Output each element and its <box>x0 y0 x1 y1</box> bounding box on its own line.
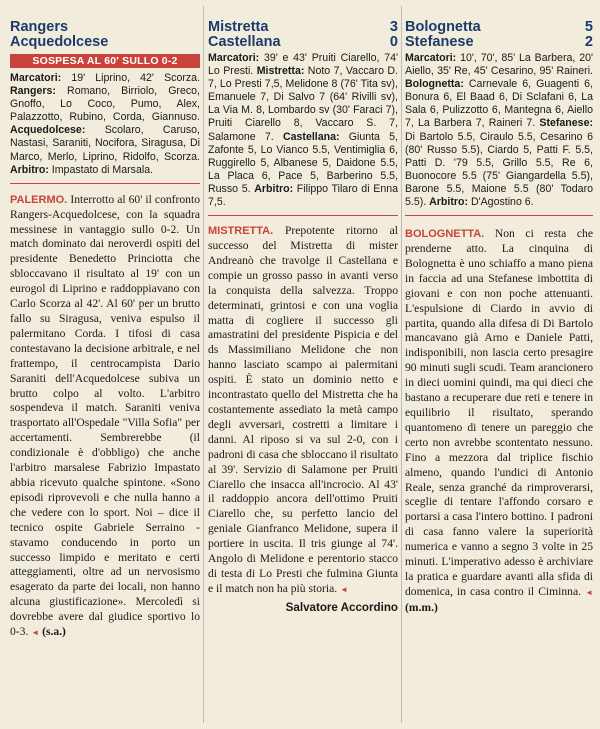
dateline: PALERMO. <box>10 193 68 206</box>
away-lineup: Scolaro, Caruso, Nastasi, Saraniti, Nocifora, Siragusa, Di Marco, Merlo, Liprino, Ridolfo, Scorza. <box>10 124 200 163</box>
referee-label: Arbitro: <box>429 196 468 209</box>
away-team: Castellana <box>208 34 281 50</box>
scores <box>585 20 593 52</box>
home-team: Rangers <box>10 19 69 35</box>
away-lineup-label: Castellana: <box>282 130 340 143</box>
match-header <box>405 0 593 52</box>
end-mark-icon: ◄ <box>340 584 348 594</box>
team-names <box>10 20 108 52</box>
home-lineup: Noto 7, Vaccaro D. 7, Lo Presti 7,5, Melidone 8 (76' Tita sv), Emanuele 7, Di Salvo 7 (64' Rivilli sv), La Via M. 8, Lombardo sv (30' Faraci 7), Pruiti Ciarello 8, Vaccaro S. 7, Salamone 7. <box>208 65 398 143</box>
match-header <box>10 0 200 52</box>
article-text: Interrotto al 60' il confronto Rangers-Acquedolcese, con la squadra messinese in vantaggio sullo 0-2. Un match dominato dai neroverdi ospiti del presidente Benedetto Princiotta che sbloccavano il risultato al 19' con un eurogol di Liprino e raddoppiavano con Carlo Scorza al 42'. Al 60' per un brutto fallo su Siragusa, veniva espulso il palermitano Corda. I tifosi di casa contestavano la decisione arbitrale, e nel frattempo, il centrocampista Dario Saraniti dell'Acquedolcese subiva un brutto colpo al volto. L'arbitro sospendeva il match. Saraniti veniva trasportato all'Ospedale "Villa Sofia" per accertamenti. Sembrerebbe (il condizionale è d'obbligo) che anche l'arbitro marsalese Fabrizio Impastato abbia ricevuto qualche spintone. «Sono episodi riprovevoli e che nulla hanno a che vedere con lo sport. Noi – dice il tecnico ospite Gabriele Serraino - stavamo conducendo in porto un successo limpido e meritato e certi atteggiamenti, oltre ad un nervosismo esagerato da parte dei locali, non hanno alcuna giustificazione». Mercoledì si dovrebbe avere dal giudice sportivo lo 0-3. <box>10 192 200 639</box>
scorers-label: Marcatori: <box>405 52 457 64</box>
column-divider <box>401 6 402 723</box>
referee-label: Arbitro: <box>10 163 49 176</box>
scorers-label: Marcatori: <box>10 72 62 84</box>
referee-label: Arbitro: <box>254 182 294 195</box>
article-body <box>405 227 593 616</box>
match-info <box>208 52 398 216</box>
article-body <box>208 224 398 598</box>
author: Salvatore Accordino <box>285 600 398 614</box>
match-info <box>405 52 593 216</box>
referee: Filippo Tilaro di Enna 7,5. <box>208 182 398 209</box>
scorers: 10', 70', 85' La Barbera, 20' Aiello, 35' Re, 45' Cesarino, 95' Raineri. <box>405 52 593 78</box>
away-score: 2 <box>584 34 593 50</box>
end-mark-icon: ◄ <box>585 587 593 597</box>
home-lineup-label: Rangers: <box>10 85 56 98</box>
scorers: 19' Liprino, 42' Scorza. <box>61 72 200 84</box>
suspension-banner: SOSPESA AL 60' SULLO 0-2 <box>10 54 200 68</box>
away-lineup: Di Bartolo 5.5, Ciraulo 5.5, Cesarino 6 (80' Russo 5.5), Ciardo 5, Patti F. 5.5, Patti D. '79 5.5, Grillo 5.5, Re 6, Buonocore 5.5 (75' Giangardella 5.5), Barone 5.5, Maione 5.5 (80' Todaro 5.5). <box>405 130 593 209</box>
away-lineup-label: Acquedolcese: <box>10 124 86 137</box>
dateline: MISTRETTA. <box>208 225 274 238</box>
away-team: Acquedolcese <box>10 34 109 50</box>
article-body <box>10 193 200 641</box>
article-text: Non ci resta che prenderne atto. La cinquina di Bolognetta è uno schiaffo a mano piena in faccia ad una Stefanese imbottita di giovani e con non poche attenuanti. L'espulsione di Ciardo in avvio di partita, quando alla difesa di Di Bartolo mancavano già Arno e Daniele Patti, indisponibili, non lascia certo presagire 90 minuti sugli scudi. Team arancionero in dieci uomini quindi, ma qui dieci che bastano a recuperare due reti e tenere in equilibrio il risultato, sperando quantomeno di tenere un pareggio che certo non avrebbe scontentato nessuno. Fino a mezzora dal triplice fischio almeno, quando l'undici di Antonio Reale, senza granché da rimproverarsi, sceglie di tentare l'affondo corsaro e portarsi a casa l'intero bottino. I padroni di casa fanno valere la superiorità numerica e vanno a segno 3 volte in 25 minuti. L'imperativo adesso è archiviare la pratica e guardare avanti alla sfida di domenica, in casa contro il Ciminna. <box>405 227 593 598</box>
home-score: 3 <box>389 19 398 35</box>
match-report-bolognetta <box>405 0 593 729</box>
match-info <box>10 72 200 184</box>
home-lineup: Carnevale 6, Guagenti 6, Bonura 6, El Baad 6, Di Sclafani 6, La Sala 6, Pulizzotto 6, Mantegna 6, Aiello 7, La Barbera 7, Raineri 7. <box>405 78 593 130</box>
home-score: 5 <box>584 19 593 35</box>
team-names <box>405 20 481 52</box>
referee: Impastato di Marsala. <box>48 163 154 176</box>
signature: (s.a.) <box>42 625 66 639</box>
home-lineup-label: Mistretta: <box>256 65 305 78</box>
referee: D'Agostino 6. <box>468 196 534 209</box>
article-text: Prepotente ritorno al successo del Mistretta di mister Andreanò che travolge il Castellana e compie un grosso passo in avanti verso la conquista della salvezza. Troppo determinati, grintosi e con una voglia matta di cogliere il successo gli amastratini del presidente Pispicia e del ds Massimiliano Melidone che non hanno lasciato scampo ai palermitani ospiti. È stato un dominio netto e incontrastato quello del Mistretta che ha costantemente assediato la metà campo degli avversari, costretti a limitare i danni. Al riposo si va sul 2-0, con i padroni di casa che sbloccano il risultato al 39'. Servizio di Salamone per Pruiti Ciarello che insacca all'incrocio. Al 43' il raddoppio ancora dell'ottimo Pruiti Ciarello che, su perfetto lancio del geniale Gianfranco Melidone, supera il portiere in uscita. Il tris giunge al 74'. Angolo di Melidone e perentorio stacco di testa di Lo Presti che fulmina Giunta e il match non ha più storia. <box>208 224 398 595</box>
home-lineup: Romano, Birriolo, Greco, Gnoffo, Lo Coco, Pumo, Alex, Palazzotto, Rubino, Corda, Giannuso. <box>10 85 200 124</box>
away-lineup-label: Stefanese: <box>539 117 593 130</box>
scores <box>390 20 398 52</box>
column-divider <box>203 6 204 723</box>
home-team: Mistretta <box>208 19 269 35</box>
end-mark-icon: ◄ <box>31 628 40 638</box>
home-lineup-label: Bolognetta: <box>405 78 464 91</box>
match-report-mistretta <box>208 0 398 729</box>
signature: (m.m.) <box>405 600 438 614</box>
dateline: BOLOGNETTA. <box>405 228 485 241</box>
match-header <box>208 0 398 52</box>
team-names <box>208 20 281 52</box>
home-team: Bolognetta <box>405 19 481 35</box>
match-report-rangers <box>10 0 200 729</box>
scorers: 39' e 43' Pruiti Ciarello, 74' Lo Presti. <box>208 52 398 78</box>
away-lineup: Giunta 5, Zafonte 5, Lo Vianco 5.5, Ventimiglia 6, Ruggirello 5, Albanese 5, Daidone 5.5, La Placa 6, Pace 5, Barberino 5.5, Russo 5. <box>208 130 398 195</box>
away-team: Stefanese <box>405 34 474 50</box>
scorers-label: Marcatori: <box>208 52 260 64</box>
away-score: 0 <box>389 34 398 50</box>
